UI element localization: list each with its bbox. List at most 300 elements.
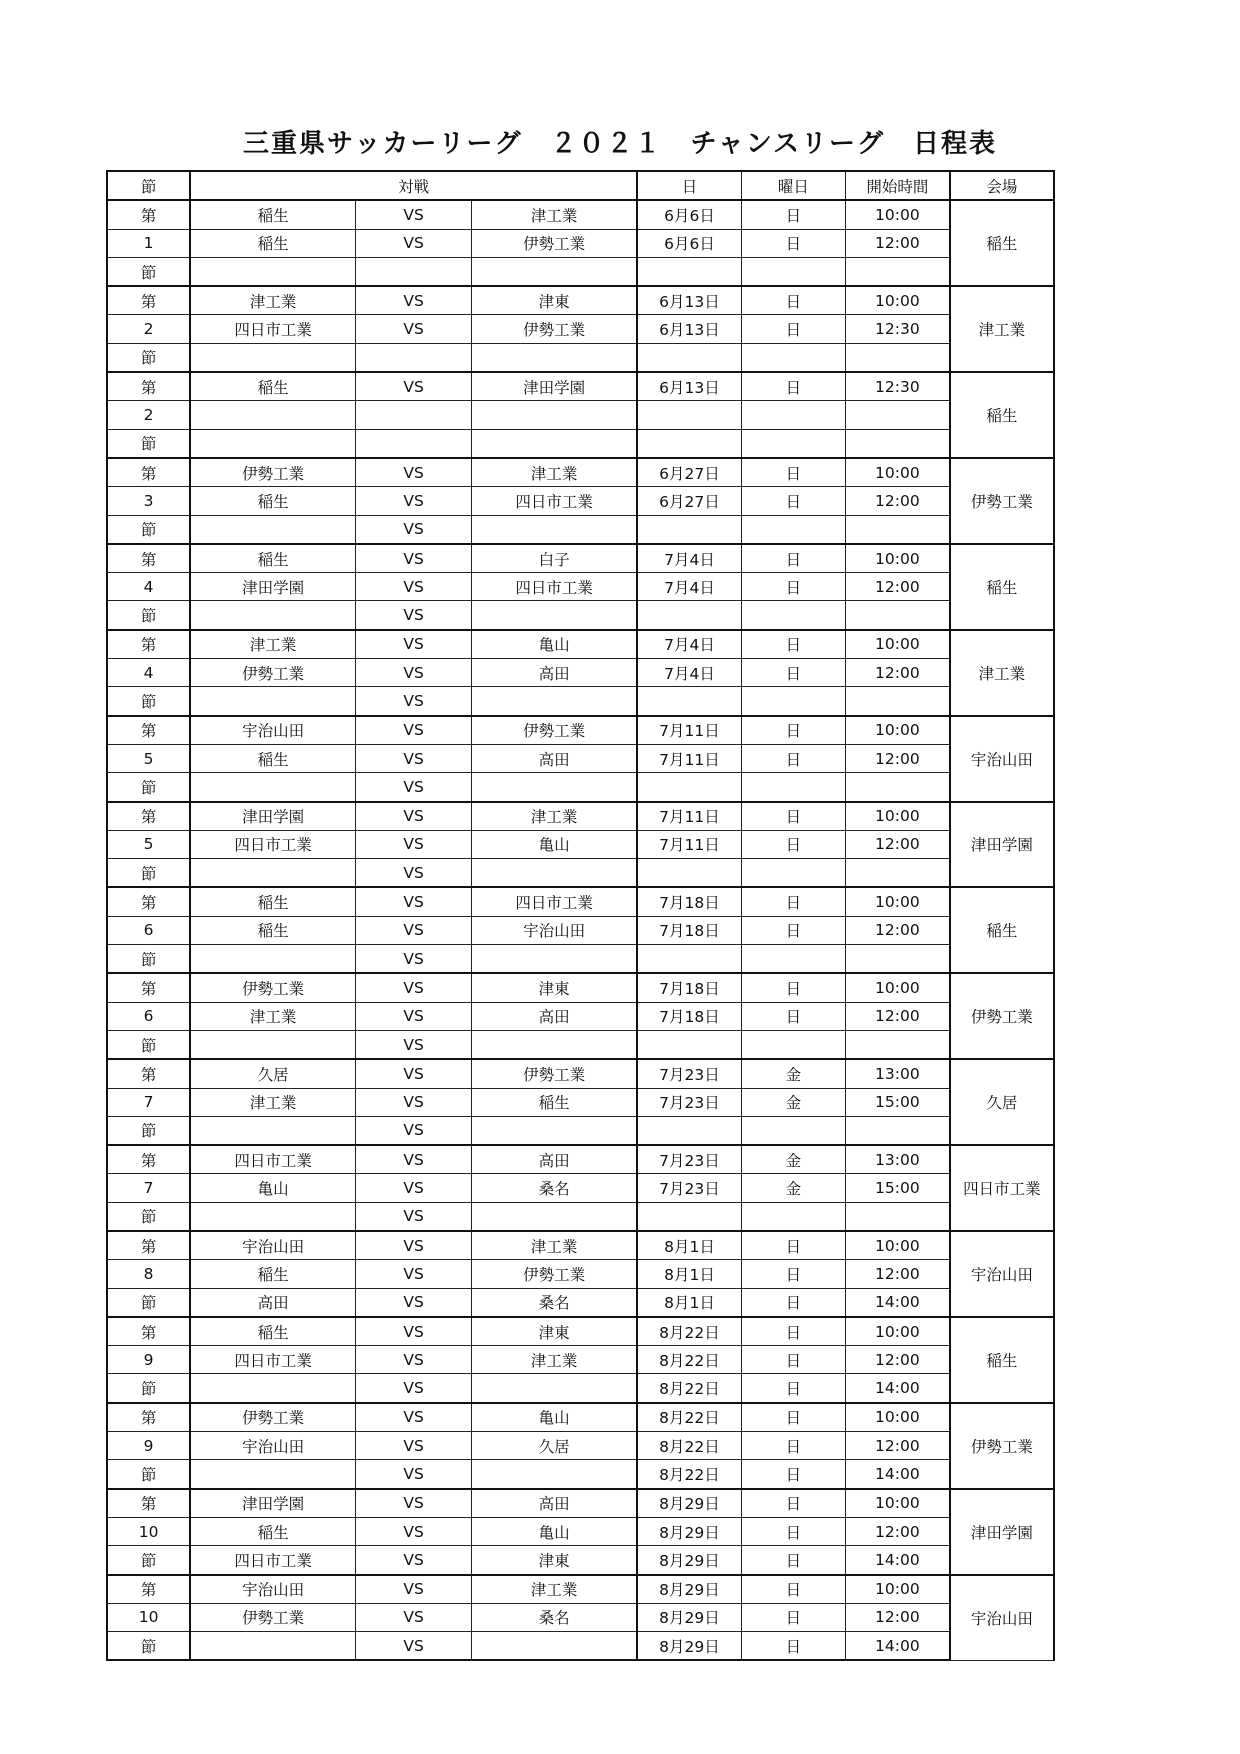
venue-cell: 稲生 — [950, 200, 1054, 286]
section-label: 9 — [107, 1432, 190, 1460]
match-row — [107, 200, 1054, 229]
match-row — [107, 1145, 1054, 1174]
start-time: 10:00 — [846, 630, 950, 659]
vs-label: VS — [356, 916, 472, 944]
match-row — [107, 973, 1054, 1002]
section-label: 3 — [107, 487, 190, 515]
vs-label — [356, 343, 472, 372]
match-weekday: 日 — [741, 372, 845, 401]
match-row — [107, 1432, 1054, 1460]
match-weekday: 日 — [741, 229, 845, 257]
match-date: 7月4日 — [637, 544, 741, 573]
match-row — [107, 802, 1054, 831]
start-time: 14:00 — [846, 1460, 950, 1489]
away-team — [472, 1030, 637, 1059]
away-team: 高田 — [472, 659, 637, 687]
home-team: 伊勢工業 — [190, 1403, 355, 1432]
start-time: 10:00 — [846, 973, 950, 1002]
match-weekday: 日 — [741, 1575, 845, 1604]
match-date: 6月27日 — [637, 458, 741, 487]
away-team: 津東 — [472, 286, 637, 315]
match-row — [107, 1174, 1054, 1202]
away-team — [472, 1632, 637, 1661]
match-date: 8月22日 — [637, 1346, 741, 1374]
away-team — [472, 429, 637, 458]
away-team — [472, 1202, 637, 1231]
start-time: 10:00 — [846, 1317, 950, 1346]
start-time — [846, 1030, 950, 1059]
match-weekday: 日 — [741, 1632, 845, 1661]
match-weekday — [741, 257, 845, 286]
away-team — [472, 1116, 637, 1145]
start-time: 10:00 — [846, 458, 950, 487]
match-row — [107, 458, 1054, 487]
start-time: 12:00 — [846, 573, 950, 601]
home-team: 津田学園 — [190, 1489, 355, 1518]
match-date: 7月11日 — [637, 802, 741, 831]
section-label: 第 — [107, 200, 190, 229]
vs-label: VS — [356, 1288, 472, 1317]
home-team — [190, 687, 355, 716]
vs-label: VS — [356, 1145, 472, 1174]
section-label: 9 — [107, 1346, 190, 1374]
match-weekday — [741, 515, 845, 544]
match-weekday: 日 — [741, 1460, 845, 1489]
match-row — [107, 716, 1054, 745]
section-label: 第 — [107, 973, 190, 1002]
match-weekday: 日 — [741, 286, 845, 315]
vs-label: VS — [356, 515, 472, 544]
vs-label: VS — [356, 1088, 472, 1116]
header-weekday: 曜日 — [741, 171, 845, 200]
match-row — [107, 1260, 1054, 1288]
match-date: 8月1日 — [637, 1260, 741, 1288]
match-weekday: 日 — [741, 458, 845, 487]
venue-cell: 伊勢工業 — [950, 1403, 1054, 1489]
vs-label: VS — [356, 773, 472, 802]
vs-label: VS — [356, 830, 472, 858]
start-time: 10:00 — [846, 544, 950, 573]
section-label: 第 — [107, 1317, 190, 1346]
away-team: 伊勢工業 — [472, 1260, 637, 1288]
match-row — [107, 372, 1054, 401]
match-row — [107, 630, 1054, 659]
match-row — [107, 1030, 1054, 1059]
match-date — [637, 859, 741, 888]
section-label: 第 — [107, 458, 190, 487]
match-date: 8月29日 — [637, 1546, 741, 1575]
match-weekday — [741, 1030, 845, 1059]
away-team — [472, 1460, 637, 1489]
header-section: 節 — [107, 171, 190, 200]
section-label: 節 — [107, 687, 190, 716]
away-team — [472, 859, 637, 888]
vs-label: VS — [356, 1059, 472, 1088]
start-time — [846, 687, 950, 716]
away-team: 亀山 — [472, 1517, 637, 1545]
start-time: 10:00 — [846, 200, 950, 229]
match-date: 7月4日 — [637, 659, 741, 687]
home-team: 津田学園 — [190, 573, 355, 601]
venue-cell: 稲生 — [950, 544, 1054, 630]
section-label: 節 — [107, 1288, 190, 1317]
match-date: 8月29日 — [637, 1632, 741, 1661]
header-date: 日 — [637, 171, 741, 200]
home-team — [190, 945, 355, 974]
venue-cell: 稲生 — [950, 1317, 1054, 1403]
match-date: 8月22日 — [637, 1403, 741, 1432]
away-team: 津田学園 — [472, 372, 637, 401]
venue-cell: 津田学園 — [950, 802, 1054, 888]
section-label: 第 — [107, 887, 190, 916]
match-weekday: 日 — [741, 1288, 845, 1317]
start-time: 10:00 — [846, 1403, 950, 1432]
match-weekday — [741, 859, 845, 888]
match-row — [107, 916, 1054, 944]
match-date — [637, 515, 741, 544]
vs-label: VS — [356, 659, 472, 687]
start-time: 12:00 — [846, 830, 950, 858]
vs-label: VS — [356, 229, 472, 257]
vs-label — [356, 257, 472, 286]
match-weekday: 日 — [741, 315, 845, 343]
vs-label: VS — [356, 973, 472, 1002]
home-team: 津工業 — [190, 1002, 355, 1030]
home-team: 四日市工業 — [190, 1546, 355, 1575]
section-label: 節 — [107, 1460, 190, 1489]
home-team: 伊勢工業 — [190, 973, 355, 1002]
match-date: 6月13日 — [637, 372, 741, 401]
away-team: 津東 — [472, 1317, 637, 1346]
home-team — [190, 429, 355, 458]
away-team — [472, 601, 637, 630]
match-row — [107, 830, 1054, 858]
match-row — [107, 1202, 1054, 1231]
home-team: 津工業 — [190, 1088, 355, 1116]
home-team: 伊勢工業 — [190, 458, 355, 487]
section-label: 第 — [107, 372, 190, 401]
match-date: 7月23日 — [637, 1145, 741, 1174]
match-date: 7月18日 — [637, 916, 741, 944]
home-team — [190, 1374, 355, 1403]
home-team: 伊勢工業 — [190, 1603, 355, 1631]
start-time: 12:30 — [846, 372, 950, 401]
away-team: 稲生 — [472, 1088, 637, 1116]
match-weekday: 日 — [741, 659, 845, 687]
match-weekday: 日 — [741, 1403, 845, 1432]
match-row — [107, 1116, 1054, 1145]
match-weekday — [741, 343, 845, 372]
away-team — [472, 343, 637, 372]
section-label: 節 — [107, 1546, 190, 1575]
match-date — [637, 1030, 741, 1059]
venue-cell: 稲生 — [950, 372, 1054, 458]
section-label: 節 — [107, 773, 190, 802]
match-date: 8月29日 — [637, 1575, 741, 1604]
start-time: 13:00 — [846, 1059, 950, 1088]
away-team: 高田 — [472, 744, 637, 772]
venue-cell: 稲生 — [950, 887, 1054, 973]
away-team: 白子 — [472, 544, 637, 573]
section-label: 10 — [107, 1517, 190, 1545]
venue-cell: 宇治山田 — [950, 1231, 1054, 1317]
header-row — [107, 171, 1054, 200]
away-team: 四日市工業 — [472, 487, 637, 515]
match-date — [637, 1116, 741, 1145]
away-team: 津工業 — [472, 1231, 637, 1260]
vs-label: VS — [356, 315, 472, 343]
match-weekday — [741, 601, 845, 630]
match-weekday — [741, 429, 845, 458]
away-team — [472, 515, 637, 544]
start-time: 13:00 — [846, 1145, 950, 1174]
home-team — [190, 601, 355, 630]
section-label: 第 — [107, 802, 190, 831]
away-team: 伊勢工業 — [472, 716, 637, 745]
match-row — [107, 1317, 1054, 1346]
match-date: 7月4日 — [637, 573, 741, 601]
home-team — [190, 401, 355, 429]
vs-label: VS — [356, 945, 472, 974]
match-weekday: 日 — [741, 1489, 845, 1518]
section-label: 7 — [107, 1174, 190, 1202]
match-weekday: 日 — [741, 1374, 845, 1403]
start-time — [846, 1202, 950, 1231]
section-label: 第 — [107, 1489, 190, 1518]
match-weekday — [741, 687, 845, 716]
vs-label: VS — [356, 887, 472, 916]
match-date — [637, 773, 741, 802]
section-label: 1 — [107, 229, 190, 257]
vs-label: VS — [356, 1317, 472, 1346]
match-date — [637, 401, 741, 429]
match-date: 8月22日 — [637, 1374, 741, 1403]
section-label: 節 — [107, 1202, 190, 1231]
start-time — [846, 601, 950, 630]
match-date: 8月29日 — [637, 1489, 741, 1518]
away-team — [472, 257, 637, 286]
match-row — [107, 515, 1054, 544]
match-weekday: 日 — [741, 1002, 845, 1030]
vs-label: VS — [356, 1432, 472, 1460]
match-row — [107, 1374, 1054, 1403]
venue-cell: 四日市工業 — [950, 1145, 1054, 1231]
away-team: 桑名 — [472, 1603, 637, 1631]
match-row — [107, 1517, 1054, 1545]
match-weekday: 日 — [741, 1432, 845, 1460]
vs-label: VS — [356, 1517, 472, 1545]
match-date — [637, 1202, 741, 1231]
vs-label: VS — [356, 1632, 472, 1661]
home-team: 稲生 — [190, 487, 355, 515]
match-row — [107, 229, 1054, 257]
match-date: 7月18日 — [637, 1002, 741, 1030]
away-team: 桑名 — [472, 1174, 637, 1202]
start-time — [846, 515, 950, 544]
match-date: 7月23日 — [637, 1174, 741, 1202]
match-date: 8月29日 — [637, 1517, 741, 1545]
home-team: 宇治山田 — [190, 716, 355, 745]
match-date: 7月11日 — [637, 830, 741, 858]
match-row — [107, 286, 1054, 315]
venue-cell: 津田学園 — [950, 1489, 1054, 1575]
start-time: 10:00 — [846, 716, 950, 745]
away-team: 高田 — [472, 1002, 637, 1030]
start-time — [846, 429, 950, 458]
home-team — [190, 1460, 355, 1489]
away-team: 津工業 — [472, 802, 637, 831]
match-row — [107, 315, 1054, 343]
home-team: 稲生 — [190, 1317, 355, 1346]
start-time: 15:00 — [846, 1174, 950, 1202]
match-weekday: 日 — [741, 573, 845, 601]
start-time: 10:00 — [846, 1489, 950, 1518]
match-row — [107, 1460, 1054, 1489]
away-team: 久居 — [472, 1432, 637, 1460]
match-date: 6月6日 — [637, 229, 741, 257]
away-team: 伊勢工業 — [472, 315, 637, 343]
vs-label: VS — [356, 573, 472, 601]
home-team: 高田 — [190, 1288, 355, 1317]
away-team: 津工業 — [472, 1575, 637, 1604]
match-weekday: 日 — [741, 916, 845, 944]
away-team: 宇治山田 — [472, 916, 637, 944]
section-label: 節 — [107, 1632, 190, 1661]
start-time — [846, 343, 950, 372]
away-team: 津工業 — [472, 1346, 637, 1374]
section-label: 節 — [107, 343, 190, 372]
match-weekday: 日 — [741, 1346, 845, 1374]
home-team: 津工業 — [190, 630, 355, 659]
vs-label: VS — [356, 630, 472, 659]
venue-cell: 津工業 — [950, 286, 1054, 372]
match-date: 8月1日 — [637, 1288, 741, 1317]
home-team: 宇治山田 — [190, 1231, 355, 1260]
away-team: 亀山 — [472, 830, 637, 858]
vs-label: VS — [356, 1346, 472, 1374]
vs-label: VS — [356, 1202, 472, 1231]
match-row — [107, 687, 1054, 716]
start-time: 12:00 — [846, 1002, 950, 1030]
section-label: 第 — [107, 1403, 190, 1432]
away-team — [472, 945, 637, 974]
home-team: 四日市工業 — [190, 830, 355, 858]
home-team — [190, 1116, 355, 1145]
start-time: 12:00 — [846, 1432, 950, 1460]
match-weekday: 日 — [741, 802, 845, 831]
vs-label: VS — [356, 744, 472, 772]
match-row — [107, 573, 1054, 601]
match-date — [637, 429, 741, 458]
match-row — [107, 945, 1054, 974]
start-time: 12:00 — [846, 487, 950, 515]
match-date — [637, 343, 741, 372]
home-team: 宇治山田 — [190, 1432, 355, 1460]
match-weekday: 金 — [741, 1145, 845, 1174]
home-team: 稲生 — [190, 229, 355, 257]
match-row — [107, 1002, 1054, 1030]
vs-label: VS — [356, 1603, 472, 1631]
match-weekday: 金 — [741, 1059, 845, 1088]
match-row — [107, 1059, 1054, 1088]
vs-label: VS — [356, 286, 472, 315]
match-date: 7月18日 — [637, 973, 741, 1002]
away-team: 津東 — [472, 1546, 637, 1575]
vs-label: VS — [356, 716, 472, 745]
home-team: 稲生 — [190, 372, 355, 401]
start-time — [846, 859, 950, 888]
match-row — [107, 601, 1054, 630]
match-weekday: 日 — [741, 1317, 845, 1346]
away-team: 伊勢工業 — [472, 229, 637, 257]
home-team: 稲生 — [190, 744, 355, 772]
match-weekday: 日 — [741, 716, 845, 745]
section-label: 6 — [107, 1002, 190, 1030]
match-date: 8月29日 — [637, 1603, 741, 1631]
home-team — [190, 859, 355, 888]
section-label: 節 — [107, 945, 190, 974]
match-row — [107, 1346, 1054, 1374]
match-weekday: 日 — [741, 1546, 845, 1575]
home-team — [190, 1632, 355, 1661]
match-row — [107, 487, 1054, 515]
match-weekday: 日 — [741, 630, 845, 659]
vs-label: VS — [356, 544, 472, 573]
match-date: 8月22日 — [637, 1317, 741, 1346]
start-time: 12:00 — [846, 1517, 950, 1545]
section-label: 第 — [107, 1145, 190, 1174]
match-date — [637, 257, 741, 286]
home-team: 宇治山田 — [190, 1575, 355, 1604]
match-row — [107, 887, 1054, 916]
away-team: 四日市工業 — [472, 573, 637, 601]
section-label: 5 — [107, 830, 190, 858]
start-time — [846, 401, 950, 429]
home-team: 亀山 — [190, 1174, 355, 1202]
vs-label: VS — [356, 859, 472, 888]
home-team — [190, 515, 355, 544]
match-row — [107, 401, 1054, 429]
start-time: 14:00 — [846, 1632, 950, 1661]
away-team — [472, 401, 637, 429]
start-time: 12:00 — [846, 1603, 950, 1631]
match-row — [107, 859, 1054, 888]
start-time: 14:00 — [846, 1546, 950, 1575]
start-time: 14:00 — [846, 1374, 950, 1403]
match-row — [107, 773, 1054, 802]
match-row — [107, 744, 1054, 772]
match-row — [107, 1632, 1054, 1661]
vs-label: VS — [356, 1374, 472, 1403]
header-start-time: 開始時間 — [846, 171, 950, 200]
match-date: 8月1日 — [637, 1231, 741, 1260]
section-label: 節 — [107, 1030, 190, 1059]
vs-label: VS — [356, 458, 472, 487]
start-time: 10:00 — [846, 1575, 950, 1604]
venue-cell: 伊勢工業 — [950, 973, 1054, 1059]
match-date: 8月22日 — [637, 1460, 741, 1489]
match-weekday — [741, 401, 845, 429]
vs-label: VS — [356, 1546, 472, 1575]
vs-label: VS — [356, 200, 472, 229]
home-team: 稲生 — [190, 1517, 355, 1545]
home-team — [190, 773, 355, 802]
start-time: 12:00 — [846, 1260, 950, 1288]
match-row — [107, 257, 1054, 286]
match-weekday: 金 — [741, 1088, 845, 1116]
away-team — [472, 773, 637, 802]
match-date: 6月27日 — [637, 487, 741, 515]
